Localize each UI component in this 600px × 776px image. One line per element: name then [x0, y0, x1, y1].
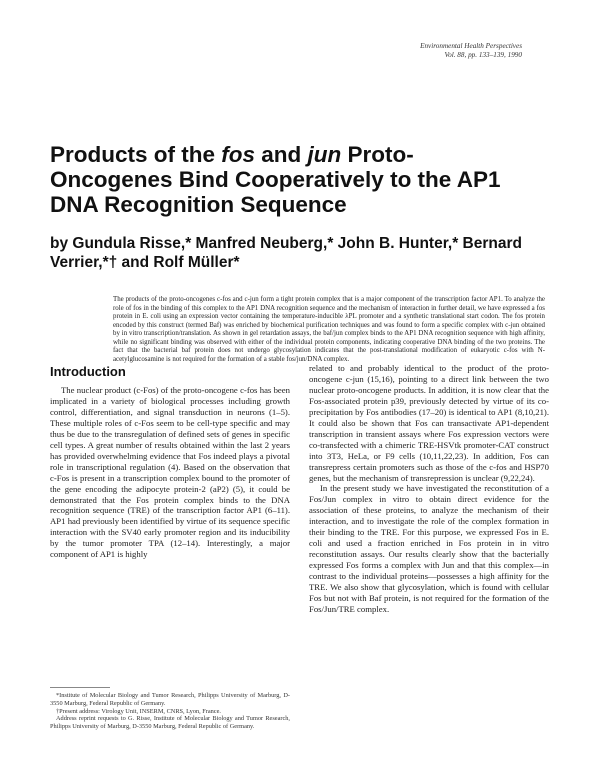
right-column — [309, 363, 549, 615]
title-fos: fos — [221, 142, 256, 167]
paper-title — [50, 142, 530, 217]
journal-citation: Vol. 88, pp. 133–139, 1990 — [444, 51, 522, 59]
intro-paragraph-2: In the present study we have investigated the reconstitution of a Fos/Jun complex in vitro to obtain direct evidence for the association of these proteins, to analyze the mechanism of their interaction, and to investigate the role of the complex formation in their binding to the TRE. For this purpose, we expressed Fos in E. coli and used a fraction enriched in Fos protein in in vitro reconstitution assays. Our results clearly show that the bacterially expressed Fos forms a complex with Jun and that this complex—in contrast to the individual proteins—possesses a high affinity for the TRE. We also show that glycosylation, which is found with cellular Fos but not with Baf protein, is not required for the formation of the Fos/Jun/TRE complex. — [309, 483, 549, 614]
footnote-present-address: †Present address: Virology Unit, INSERM, CNRS, Lyon, France. — [56, 707, 221, 715]
intro-paragraph-continued: related to and probably identical to the product of the proto-oncogene c-jun (15,16), pointing to a direct link between the two nuclear proto-oncogene products. In addition, it is now clear that the Fos-associated protein p39, previously detected by virtue of its co-precipitation by Fos antibodies (17–20) is identical to AP1 (8,10,21). It could also be shown that Fos can transactivate AP1-dependent transcription in transient assays where Fos expression vectors were co-transfected with a chimeric TRE-HSVtk promoter-CAT construct into 3T3, HeLa, or F9 cells (10,11,22,23). In addition, Fos can transrepress certain promoters such as those of the c-fos and HSP70 genes, but the mechanism of transrepression is unclear (9,22,24). — [309, 363, 549, 483]
footnotes — [50, 692, 290, 731]
introduction-heading: Introduction — [50, 364, 126, 379]
title-part-1: Products of the — [50, 142, 222, 167]
title-part-3: Proto-Oncogenes Bind Cooperatively to the AP1 DNA Recognition Sequence — [50, 142, 501, 217]
title-jun: jun — [307, 142, 342, 167]
footnote-affiliation: *Institute of Molecular Biology and Tumor Research, Philipps University of Marburg, D-3550 Marburg, Federal Republic of Germany. — [50, 692, 290, 707]
abstract: The products of the proto-oncogenes c-fos and c-jun form a tight protein complex that is a major component of the transcription factor AP1. To analyze the role of fos in the binding of this complex to the AP1 DNA recognition sequence and the mechanism of interaction in further detail, we have expressed a fos protein in E. coli using an expression vector containing the temperature-inducible λPL promoter and a synthetic translational start codon. The fos protein encoded by this construct (termed Baf) was enriched by biochemical purification techniques and was found to form a specific complex with c-jun obtained by in vitro transcription/translation. As shown in gel retardation assays, the baf/jun complex binds to the AP1 DNA recognition sequence with high affinity, while no significant binding was observed with either of the individual protein components, indicating cooperative DNA binding of the two proteins. The fact that the bacterial baf protein does not undergo glycosylation indicates that the post-translational modification of eukaryotic c-fos with N-acetylglucosamine is not required for the formation of a stable fos/jun/DNA complex. — [113, 296, 545, 363]
intro-paragraph-1: The nuclear product (c-Fos) of the proto-oncogene c-fos has been implicated in a variety of biological processes including growth control, differentiation, and signal transduction in neurons (1–5). These multiple roles of c-Fos seem to be cell-type specific and may thus be due to the transregulation of defined sets of genes in specific cell types. A great number of results obtained within the last 2 years has provided overwhelming evidence that Fos indeed plays a pivotal role in transcriptional regulation (4). Based on the observation that c-Fos is present in a transcription complex bound to the promoter of the gene encoding the adipocyte protein-2 (aP2) (5), it could be demonstrated that the Fos protein complex binds to the DNA recognition sequence (TRE) of the transcription factor AP1 (6–11). AP1 had previously been identified by virtue of its sequence specific interaction with the SV40 early promoter region and its inducibility by the tumor promoter TPA (12–14). Interestingly, a major component of AP1 is highly — [50, 385, 290, 560]
journal-name: Environmental Health Perspectives — [420, 42, 522, 50]
author-list: by Gundula Risse,* Manfred Neuberg,* John B. Hunter,* Bernard Verrier,*† and Rolf Müller* — [50, 235, 522, 271]
footnote-divider — [50, 687, 110, 688]
left-column — [50, 364, 290, 560]
journal-header — [322, 42, 522, 60]
title-part-2: and — [255, 142, 308, 167]
footnote-reprints: Address reprint requests to G. Risse, Institute of Molecular Biology and Tumor Research, Philipps University of Marburg, D-3550 Marburg, Federal Republic of Germany. — [50, 715, 290, 731]
